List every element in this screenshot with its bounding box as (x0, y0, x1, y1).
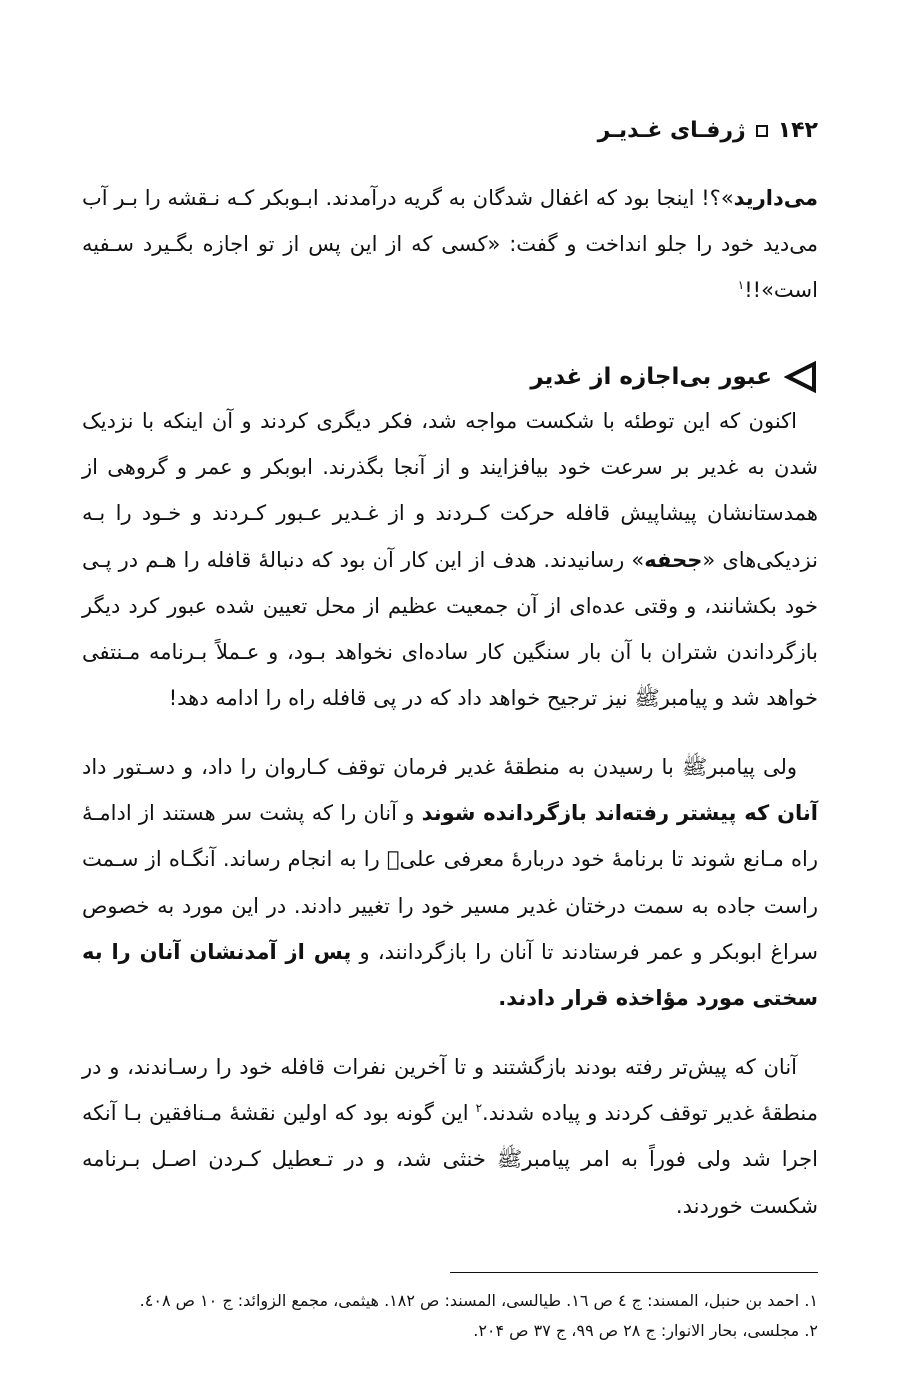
square-separator-icon (756, 125, 768, 137)
paragraph-4-text-a: آنان که پیش‌تر رفته بودند بازگشتند و تا آخرین نفرات قافله خود را رسـاندند، و در منطقهٔ غدیر توقف کردند و پیاده شدند. (82, 1055, 818, 1126)
paragraph-4 (82, 1044, 818, 1229)
footnote-ref-1: ۱ (737, 278, 745, 293)
paragraph-3-bold-b: پس از آمدنشان آنان را به سختی مورد مؤاخذه قرار دادند. (82, 939, 818, 1011)
paragraph-2-text-b: » رسانیدند. هدف از این کار آن بود که دنبالهٔ قافله را هـم در پـی خود بکشانند، و وقتی عده‌ای از آن جمعیت عظیم از محل تعیین شده عبور کرد دیگر بازگرداندن شتران با آن بار سنگین کار ساده‌ای نخواهد بـود، و عـملاً بـرنامه مـنتفی خواهد شد و پیامبرﷺ نیز ترجیح خواهد داد که در پی قافله راه را ادامه دهد! (82, 547, 818, 711)
paragraph-2-text-a: اکنون که این توطئه با شکست مواجه شد، فکر دیگری کردند و آن اینکه با نزدیک شدن به غدیر بر سرعت خود بیافزایند و از آنجا بگذرند. ابوبکر و عمر و گروهی از همدستانشان پیشاپیش قافله حرکت کـردند و از غـدیر عـبور کـردند و خـود را بـه نزدیکی‌های « (82, 409, 818, 572)
footnote-2: ۲. مجلسی، بحار الانوار: ج ۲۸ ص ۹۹، ج ۳۷ ص ۲۰۴. (473, 1321, 818, 1340)
paragraph-3-bold-a: آنان که پیشتر رفته‌اند بازگردانده شوند (421, 801, 818, 826)
triangle-marker-icon (784, 360, 818, 394)
footnotes (82, 1286, 818, 1346)
paragraph-2 (82, 398, 818, 721)
page-number: ۱۴۲ (777, 118, 818, 143)
paragraph-1-bold-lead: می‌دارید (733, 186, 818, 210)
paragraph-1-text: »؟! اینجا بود که اغفال شدگان به گریه درآمدند. ابـوبکر کـه نـقشه را بـر آب می‌دید خود را جلو انداخت و گفت: «کسی که از این پس از تو اجازه بگـیرد سـفیه است»!! (82, 186, 818, 303)
paragraph-1 (82, 175, 818, 314)
footnote-ref-2: ۲ (475, 1101, 483, 1116)
section-title: عبور بی‌اجازه از غدیر (530, 364, 772, 390)
section-heading (82, 360, 818, 394)
paragraph-4-text-b: این گونه بود که اولین نقشهٔ مـنافقین بـا آنکه اجرا شد ولی فوراً به امر پیامبرﷺ خنثی شد، و در تـعطیل کـردن اصـل بـرنامه شکست خوردند. (82, 1101, 818, 1218)
page-header (82, 118, 818, 143)
paragraph-2-bold: جحفه (644, 547, 703, 572)
paragraph-3-text-a: ولی پیامبرﷺ با رسیدن به منطقهٔ غدیر فرمان توقف کـاروان را داد، و دسـتور داد (82, 755, 797, 779)
footnote-divider (450, 1272, 818, 1273)
footnote-1: ۱. احمد بن حنبل، المسند: ج ٤ ص ١٦. طیالسی، المسند: ص ١٨٢. هیثمی، مجمع الزوائد: ج ١٠ ص ٤٠٨. (139, 1291, 818, 1310)
paragraph-3-text-b: و آنان را که پشت سر هستند از ادامـهٔ راه مـانع شوند تا برنامهٔ خود دربارهٔ معرفی علیؑ را به انجام رساند. آنگـاه از سـمت راست جاده به سمت درختان غدیر مسیر خود را تغییر دادند. در این مورد به خصوص سراغ ابوبکر و عمر فرستادند تا آنان را بازگردانند، و (82, 801, 818, 964)
book-title: ژرفـای غـدیـر (597, 118, 746, 143)
paragraph-3 (82, 744, 818, 1021)
